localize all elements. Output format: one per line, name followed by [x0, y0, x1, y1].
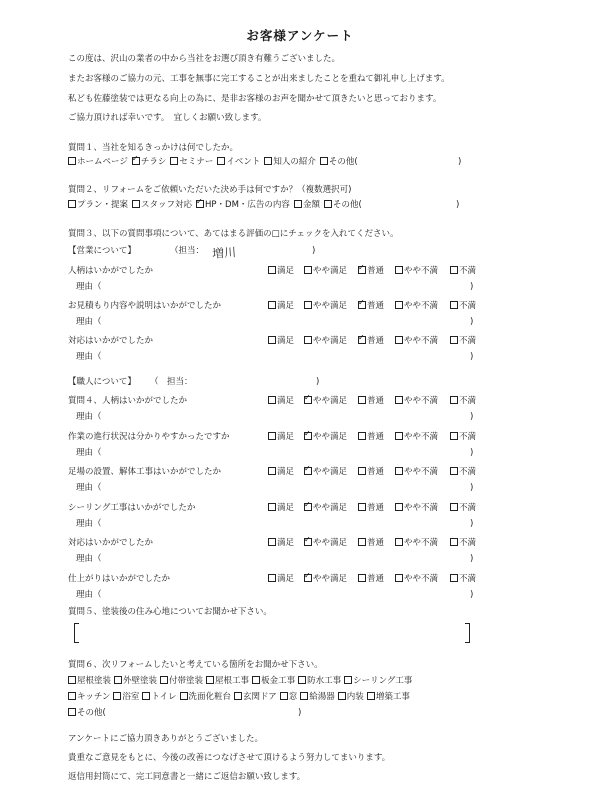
rating-label: やや満足	[313, 431, 348, 442]
option[interactable]	[113, 692, 139, 702]
checkbox[interactable]	[206, 676, 214, 684]
checkbox-checked[interactable]	[132, 157, 140, 165]
checkbox[interactable]	[395, 503, 403, 511]
rating-label: やや不満	[404, 266, 439, 276]
checkbox[interactable]	[395, 538, 403, 546]
rating-question: 対応はいかがでしたか	[68, 538, 154, 548]
reason-label: 理由（	[76, 483, 102, 493]
rating-option[interactable]	[450, 266, 476, 277]
checkbox[interactable]	[395, 396, 403, 404]
reason-close-paren: )	[470, 412, 474, 422]
q6-other-close: )	[298, 708, 302, 718]
rating-label: 満足	[277, 266, 295, 276]
option[interactable]	[132, 200, 192, 210]
option[interactable]	[338, 692, 364, 702]
rating-label: 普通	[367, 301, 385, 311]
rating-option[interactable]	[358, 301, 384, 312]
option[interactable]	[300, 692, 335, 702]
q2-options	[68, 200, 366, 211]
option[interactable]	[68, 676, 111, 686]
checkbox[interactable]	[304, 266, 312, 274]
option[interactable]	[132, 157, 167, 167]
q6-other-label: その他(	[77, 708, 106, 718]
checkbox[interactable]	[395, 336, 403, 344]
rating-label: 満足	[277, 573, 295, 584]
checkbox[interactable]	[324, 200, 332, 208]
option[interactable]	[160, 676, 203, 686]
checkbox[interactable]	[268, 396, 276, 404]
option-label: 金額	[302, 200, 320, 210]
reason-close-paren: )	[470, 554, 474, 564]
option-label: その他(	[328, 157, 358, 167]
q1-close-paren: )	[458, 157, 462, 167]
checkbox[interactable]	[450, 396, 458, 404]
checkbox[interactable]	[358, 396, 366, 404]
rating-label: 不満	[459, 502, 477, 513]
option-label: プラン・提案	[77, 200, 129, 210]
rating-option[interactable]	[268, 301, 294, 312]
option[interactable]	[234, 692, 277, 702]
rating-option[interactable]	[358, 336, 384, 347]
checkbox[interactable]	[160, 676, 168, 684]
q6-row-2	[68, 692, 413, 703]
rating-option[interactable]	[395, 396, 438, 407]
rating-label: 普通	[367, 467, 385, 477]
rating-question: 作業の進行状況は分かりやすかったですか	[68, 431, 230, 442]
checkbox[interactable]	[358, 467, 366, 475]
checkbox[interactable]	[450, 432, 458, 440]
option-label: 玄関ドア	[243, 692, 277, 702]
checkbox[interactable]	[268, 432, 276, 440]
intro-line-2: またお客様のご協力の元、工事を無事に完工することが出来ましたことを重ねて御礼申し上げます。	[68, 74, 450, 84]
checkbox[interactable]	[300, 692, 308, 700]
q2-close-paren: )	[456, 200, 460, 210]
option[interactable]	[170, 157, 213, 167]
option[interactable]	[320, 157, 358, 167]
checkbox-checked[interactable]	[304, 396, 312, 404]
checkbox[interactable]	[268, 336, 276, 344]
checkbox[interactable]	[132, 200, 140, 208]
rating-option[interactable]	[268, 266, 294, 277]
option-label: HP・DM・広告の内容	[205, 200, 290, 210]
option-label: 給湯器	[309, 692, 335, 702]
option-label: 防水工事	[307, 676, 342, 686]
checkbox[interactable]	[358, 538, 366, 546]
rating-label: 不満	[459, 266, 477, 276]
checkbox-checked[interactable]	[304, 538, 312, 546]
rating-label: 満足	[277, 502, 295, 513]
reason-close-paren: )	[470, 483, 474, 493]
page-title: お客様アンケート	[246, 28, 354, 43]
checkbox[interactable]	[395, 574, 403, 582]
option[interactable]	[180, 692, 232, 702]
checkbox[interactable]	[298, 676, 306, 684]
rating-option[interactable]	[304, 574, 347, 585]
rating-label: 普通	[367, 266, 385, 276]
rating-label: やや満足	[313, 396, 348, 406]
q6-text: 質問６、次リフォームしたいと考えている箇所をお聞かせ下さい。	[68, 660, 323, 670]
option[interactable]	[367, 692, 410, 702]
checkbox[interactable]	[450, 574, 458, 582]
option-label: キッチン	[77, 692, 111, 702]
checkbox[interactable]	[450, 336, 458, 344]
rating-option[interactable]	[450, 432, 476, 443]
closing-line-2: 貴重なご意見をもとに、今後の改善につなげさせて頂けるよう努力してまいります。	[68, 753, 391, 763]
q6-other	[68, 708, 106, 719]
rating-label: 普通	[367, 573, 385, 584]
rating-option[interactable]	[268, 467, 294, 478]
rating-label: 不満	[459, 467, 477, 477]
checkbox[interactable]	[395, 467, 403, 475]
option[interactable]	[344, 676, 412, 686]
checkbox[interactable]	[68, 157, 76, 165]
rating-option[interactable]	[358, 538, 384, 549]
option[interactable]	[252, 676, 295, 686]
craft-section-label: 【職人について】	[68, 377, 136, 387]
option-label: 浴室	[122, 692, 140, 702]
rating-option[interactable]	[304, 503, 347, 514]
rating-question: お見積もり内容や説明はいかがでしたか	[68, 301, 222, 311]
rating-label: 不満	[459, 431, 477, 442]
sales-staff-close: )	[312, 246, 316, 256]
rating-option[interactable]	[450, 396, 476, 407]
rating-label: 普通	[367, 431, 385, 442]
rating-option[interactable]	[450, 336, 476, 347]
rating-label: やや不満	[404, 538, 439, 548]
checkbox[interactable]	[268, 467, 276, 475]
rating-option[interactable]	[450, 574, 476, 585]
rating-label: やや不満	[404, 431, 439, 442]
rating-option[interactable]	[358, 266, 384, 277]
q5-text: 質問５、塗装後の住み心地についてお聞かせ下さい。	[68, 607, 272, 617]
sales-section-label: 【営業について】	[68, 246, 136, 256]
checkbox-checked[interactable]	[196, 200, 204, 208]
rating-option[interactable]	[268, 574, 294, 585]
option-label: 洗面化粧台	[188, 692, 232, 702]
q3-text: 質問３、以下の質問事項について、あてはまる評価の□にチェックを入れてください。	[68, 229, 399, 239]
checkbox[interactable]	[358, 574, 366, 582]
reason-label: 理由（	[76, 282, 102, 292]
checkbox[interactable]	[320, 157, 328, 165]
checkbox[interactable]	[344, 676, 352, 684]
rating-label: やや満足	[313, 538, 348, 548]
rating-option[interactable]	[358, 574, 384, 585]
rating-option[interactable]	[304, 432, 347, 443]
rating-label: 不満	[459, 336, 477, 346]
rating-option[interactable]	[304, 301, 347, 312]
option-label: 付帯塗装	[169, 676, 204, 686]
q1-options	[68, 157, 362, 168]
rating-label: やや不満	[404, 396, 439, 406]
rating-label: 普通	[367, 538, 385, 548]
rating-question: 足場の設置、解体工事はいかがでしたか	[68, 467, 222, 477]
closing-line-1: アンケートにご協力頂きありがとうございました。	[68, 734, 263, 744]
rating-option[interactable]	[450, 503, 476, 514]
rating-option[interactable]	[450, 467, 476, 478]
option[interactable]	[196, 200, 290, 210]
craft-staff-close: )	[316, 377, 320, 387]
option[interactable]	[68, 157, 128, 167]
option-label: スタッフ対応	[141, 200, 193, 210]
bracket-left	[74, 623, 79, 643]
checkbox[interactable]	[358, 503, 366, 511]
option[interactable]	[324, 200, 362, 210]
reason-label: 理由（	[76, 317, 102, 327]
checkbox-checked[interactable]	[304, 432, 312, 440]
option-label: イベント	[226, 157, 261, 167]
rating-question: シーリング工事はいかがでしたか	[68, 502, 196, 513]
option[interactable]	[298, 676, 341, 686]
rating-question: 対応はいかがでしたか	[68, 336, 154, 346]
option-label: セミナー	[179, 157, 214, 167]
q5-answer-box[interactable]	[74, 623, 470, 641]
checkbox[interactable]	[268, 574, 276, 582]
checkbox[interactable]	[68, 708, 76, 716]
checkbox[interactable]	[252, 676, 260, 684]
rating-label: やや満足	[313, 467, 348, 477]
checkbox[interactable]	[395, 266, 403, 274]
checkbox-checked[interactable]	[304, 467, 312, 475]
option-label: 内装	[346, 692, 364, 702]
rating-option[interactable]	[358, 467, 384, 478]
option-label: 屋根工事	[215, 676, 250, 686]
checkbox[interactable]	[268, 503, 276, 511]
rating-option[interactable]	[395, 574, 438, 585]
rating-label: やや満足	[313, 266, 348, 276]
intro-line-4: ご協力頂ければ幸いです。 宜しくお願い致します。	[68, 113, 267, 123]
rating-option[interactable]	[395, 432, 438, 443]
option[interactable]	[294, 200, 320, 210]
closing-line-3: 返信用封筒にて、完工同意書と一緒にご返信お願い致します。	[68, 772, 306, 782]
rating-option[interactable]	[304, 336, 347, 347]
rating-label: 不満	[459, 396, 477, 406]
checkbox[interactable]	[304, 301, 312, 309]
rating-option[interactable]	[395, 538, 438, 549]
checkbox[interactable]	[68, 200, 76, 208]
q1-text: 質問１、当社を知るきっかけは何でしたか。	[68, 143, 239, 153]
checkbox[interactable]	[395, 432, 403, 440]
rating-label: やや不満	[404, 301, 439, 311]
option-label: ホームページ	[77, 157, 128, 167]
checkbox[interactable]	[268, 301, 276, 309]
rating-label: やや不満	[404, 573, 439, 584]
checkbox-checked[interactable]	[358, 301, 366, 309]
checkbox[interactable]	[450, 467, 458, 475]
option[interactable]	[68, 692, 110, 702]
rating-label: やや不満	[404, 467, 439, 477]
rating-question: 仕上がりはいかがでしたか	[68, 573, 171, 584]
checkbox[interactable]	[113, 692, 121, 700]
reason-close-paren: )	[470, 282, 474, 292]
option[interactable]	[280, 692, 298, 702]
checkbox[interactable]	[68, 676, 76, 684]
checkbox[interactable]	[170, 157, 178, 165]
rating-option[interactable]	[268, 336, 294, 347]
rating-label: 満足	[277, 396, 295, 406]
option[interactable]	[217, 157, 260, 167]
option[interactable]	[206, 676, 249, 686]
checkbox-checked[interactable]	[358, 336, 366, 344]
checkbox-checked[interactable]	[358, 266, 366, 274]
option-label: 屋根塗装	[77, 676, 112, 686]
rating-option[interactable]	[450, 538, 476, 549]
checkbox[interactable]	[450, 503, 458, 511]
rating-option[interactable]	[304, 538, 347, 549]
reason-close-paren: )	[470, 589, 474, 600]
checkbox[interactable]	[268, 266, 276, 274]
reason-close-paren: )	[470, 447, 474, 458]
rating-option[interactable]	[395, 336, 438, 347]
sales-staff-prefix: （担当：	[170, 246, 205, 256]
reason-close-paren: )	[470, 518, 474, 529]
rating-option[interactable]	[358, 396, 384, 407]
checkbox-checked[interactable]	[304, 574, 312, 582]
option[interactable]	[114, 676, 157, 686]
checkbox[interactable]	[367, 692, 375, 700]
checkbox[interactable]	[234, 692, 242, 700]
option-label: 窓	[288, 692, 298, 702]
checkbox[interactable]	[450, 266, 458, 274]
checkbox[interactable]	[450, 301, 458, 309]
checkbox[interactable]	[268, 538, 276, 546]
rating-label: やや満足	[313, 573, 348, 584]
rating-option[interactable]	[304, 467, 347, 478]
rating-label: やや満足	[313, 336, 348, 346]
rating-option[interactable]	[395, 467, 438, 478]
rating-label: やや不満	[404, 502, 439, 513]
rating-option[interactable]	[450, 301, 476, 312]
rating-label: 満足	[277, 301, 295, 311]
reason-label: 理由（	[76, 554, 102, 564]
option-label: チラシ	[140, 157, 167, 167]
rating-label: 満足	[277, 538, 295, 548]
checkbox[interactable]	[358, 432, 366, 440]
q6-row-1	[68, 676, 415, 687]
rating-label: 満足	[277, 467, 295, 477]
reason-close-paren: )	[470, 317, 474, 327]
q2-text: 質問２、リフォームをご依頼いただいた決め手は何ですか？（複数選択可)	[68, 185, 352, 195]
checkbox[interactable]	[338, 692, 346, 700]
checkbox[interactable]	[180, 692, 188, 700]
rating-option[interactable]	[358, 503, 384, 514]
craft-staff-prefix: （ 担当：	[150, 377, 193, 387]
rating-option[interactable]	[268, 396, 294, 407]
rating-question: 質問４、人柄はいかがでしたか	[68, 396, 188, 406]
checkbox[interactable]	[264, 157, 272, 165]
reason-label: 理由（	[76, 352, 102, 362]
option-label: 板金工事	[261, 676, 296, 686]
reason-label: 理由（	[76, 447, 102, 458]
option-label: その他(	[332, 200, 362, 210]
checkbox[interactable]	[294, 200, 302, 208]
option-label: 増築工事	[375, 692, 410, 702]
option-label: トイレ	[151, 692, 177, 702]
rating-option[interactable]	[268, 538, 294, 549]
option[interactable]	[68, 200, 128, 210]
checkbox[interactable]	[142, 692, 150, 700]
rating-label: 普通	[367, 336, 385, 346]
checkbox[interactable]	[114, 676, 122, 684]
checkbox[interactable]	[304, 336, 312, 344]
option-label: 外壁塗装	[123, 676, 158, 686]
option-label: 知人の紹介	[273, 157, 316, 167]
reason-label: 理由（	[76, 518, 102, 529]
rating-question: 人柄はいかがでしたか	[68, 266, 154, 276]
rating-option[interactable]	[395, 266, 438, 277]
rating-label: 普通	[367, 502, 385, 513]
bracket-right	[465, 623, 470, 643]
rating-label: 不満	[459, 573, 477, 584]
checkbox-checked[interactable]	[304, 503, 312, 511]
rating-label: 満足	[277, 336, 295, 346]
checkbox[interactable]	[280, 692, 288, 700]
reason-label: 理由（	[76, 412, 102, 422]
rating-label: 不満	[459, 538, 477, 548]
checkbox[interactable]	[395, 301, 403, 309]
rating-option[interactable]	[358, 432, 384, 443]
option-label: シーリング工事	[353, 676, 413, 686]
sales-staff-name: 増川	[211, 245, 237, 261]
checkbox[interactable]	[450, 538, 458, 546]
rating-label: やや満足	[313, 502, 348, 513]
rating-option[interactable]	[395, 301, 438, 312]
reason-close-paren: )	[470, 352, 474, 362]
intro-line-3: 私ども佐藤塗装では更なる向上の為に、是非お客様のお声を聞かせて頂きたいと思っております。	[68, 94, 442, 104]
rating-label: やや満足	[313, 301, 348, 311]
rating-option[interactable]	[304, 396, 347, 407]
rating-label: 普通	[367, 396, 385, 406]
option[interactable]	[264, 157, 316, 167]
rating-label: 不満	[459, 301, 477, 311]
rating-label: やや不満	[404, 336, 439, 346]
rating-option[interactable]	[304, 266, 347, 277]
rating-option[interactable]	[395, 503, 438, 514]
reason-label: 理由（	[76, 589, 102, 600]
intro-line-1: この度は、沢山の業者の中から当社をお選び頂き有難うございました。	[68, 54, 341, 64]
rating-option[interactable]	[268, 432, 294, 443]
checkbox[interactable]	[217, 157, 225, 165]
rating-option[interactable]	[268, 503, 294, 514]
rating-label: 満足	[277, 431, 295, 442]
checkbox[interactable]	[68, 692, 76, 700]
option[interactable]	[142, 692, 176, 702]
